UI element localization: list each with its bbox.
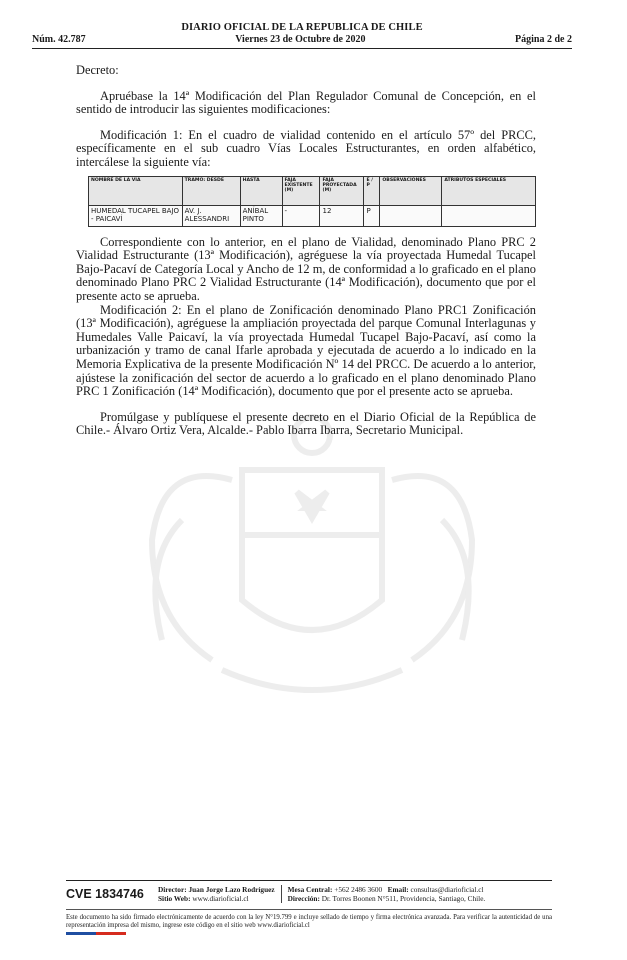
cell-hasta: ANÍBAL PINTO xyxy=(240,206,282,227)
col-header-ep: E / P xyxy=(364,177,380,206)
table-row xyxy=(89,206,536,227)
paragraph-vialidad: Correspondiente con lo anterior, en el plano de Vialidad, denominado Plano PRC 2 Vialidad Estructurante (13ª Modificación), agréguese la vía proyectada Humedal Tucapel Bajo-Pacaví de Categoría Local y Ancho de 12 m, de conformidad a lo graficado en el plano denominado Plano PRC 2 Vialidad Estructurante (14ª Modificación), documento que por el presente acto se aprueba. xyxy=(76,234,536,303)
flag-stripe-blue xyxy=(66,932,96,935)
flag-stripe xyxy=(66,932,126,935)
decreto-label: Decreto: xyxy=(76,63,119,77)
mesa-phone: +562 2486 3600 xyxy=(334,885,383,894)
col-header-nombre: NOMBRE DE LA VIA xyxy=(89,177,183,206)
page-footer xyxy=(66,880,552,931)
verification-note: Este documento ha sido firmado electrónicamente de acuerdo con la ley N°19.799 e incluye sellado de tiempo y firma electrónica avanzada. Para verificar la autenticidad de una representación impresa del mismo, ingrese este código en el sitio web www.diarioficial.cl xyxy=(66,914,552,930)
paragraph-promulgation: Promúlgase y publíquese el presente decreto en el Diario Oficial de la República de Chile.- Álvaro Ortiz Vera, Alcalde.- Pablo Ibarra Ibarra, Secretario Municipal. xyxy=(76,409,536,438)
coat-of-arms-watermark xyxy=(92,400,532,730)
address: Dr. Torres Boonen N°511, Providencia, Santiago, Chile. xyxy=(321,894,486,903)
page-number: Página 2 de 2 xyxy=(515,34,572,45)
col-header-hasta: HASTA xyxy=(240,177,282,206)
email-link[interactable]: consultas@diarioficial.cl xyxy=(410,885,484,894)
cell-faja-proyectada: 12 xyxy=(320,206,364,227)
cell-faja-existente: - xyxy=(282,206,320,227)
paragraph-approval: Apruébase la 14ª Modificación del Plan Regulador Comunal de Concepción, en el sentido de introducir las siguientes modificaciones: xyxy=(76,88,536,117)
website-label: Sitio Web: xyxy=(158,894,191,903)
direccion-label: Dirección: xyxy=(287,894,320,903)
footer-director-block xyxy=(158,885,275,903)
mesa-label: Mesa Central: xyxy=(287,885,333,894)
email-label: Email: xyxy=(387,885,409,894)
footer-separator xyxy=(281,885,282,903)
col-header-tramo: TRAMO: DESDE xyxy=(182,177,240,206)
col-header-observaciones: OBSERVACIONES xyxy=(380,177,442,206)
director-label: Director: xyxy=(158,885,187,894)
cell-desde: AV. J. ALESSANDRI xyxy=(182,206,240,227)
cve-code: CVE 1834746 xyxy=(66,887,144,901)
publication-title: DIARIO OFICIAL DE LA REPUBLICA DE CHILE xyxy=(181,22,423,33)
director-name: Juan Jorge Lazo Rodríguez xyxy=(188,885,275,894)
cell-nombre: HUMEDAL TUCAPEL BAJO - PAICAVÍ xyxy=(89,206,183,227)
decree-body xyxy=(76,64,536,438)
footer-contact-block xyxy=(288,885,486,903)
website-link[interactable]: www.diarioficial.cl xyxy=(192,894,249,903)
cell-observaciones xyxy=(380,206,442,227)
issue-number: Núm. 42.787 xyxy=(32,34,86,45)
col-header-faja-proyectada: FAJA PROYECTADA (M) xyxy=(320,177,364,206)
col-header-atributos: ATRIBUTOS ESPECIALES xyxy=(442,177,536,206)
paragraph-modification-2: Modificación 2: En el plano de Zonificación denominado Plano PRC1 Zonificación (13ª Modificación), agréguese la ampliación proyectada del parque Comunal Interlagunas y Humedales Valle Paicaví, la vía proyectada Humedal Tucapel Bajo-Pacaví, así como la urbanización y tramo de canal Ifarle aprobada y ejecutada de acuerdo a lo indicado en la Memoria Explicativa de la presente Modificación Nº 14 del PRCC. De acuerdo a lo anterior, ajústese la zonificación del sector de acuerdo a lo graficado en el plano denominado Plano PRC 1 Zonificación (14ª Modificación), documento que por el presente acto se aprueba. xyxy=(76,302,536,399)
road-table xyxy=(88,176,536,227)
paragraph-modification-1: Modificación 1: En el cuadro de vialidad contenido en el artículo 57º del PRCC, específicamente en el sub cuadro Vías Locales Estructurantes, en orden alfabético, intercálese la siguiente vía: xyxy=(76,127,536,169)
col-header-faja-existente: FAJA EXISTENTE (M) xyxy=(282,177,320,206)
page-header xyxy=(32,22,572,49)
flag-stripe-red xyxy=(96,932,126,935)
footer-rule-2 xyxy=(66,909,552,910)
issue-date: Viernes 23 de Octubre de 2020 xyxy=(235,34,366,45)
cell-ep: P xyxy=(364,206,380,227)
cell-atributos xyxy=(442,206,536,227)
header-rule xyxy=(32,48,572,49)
